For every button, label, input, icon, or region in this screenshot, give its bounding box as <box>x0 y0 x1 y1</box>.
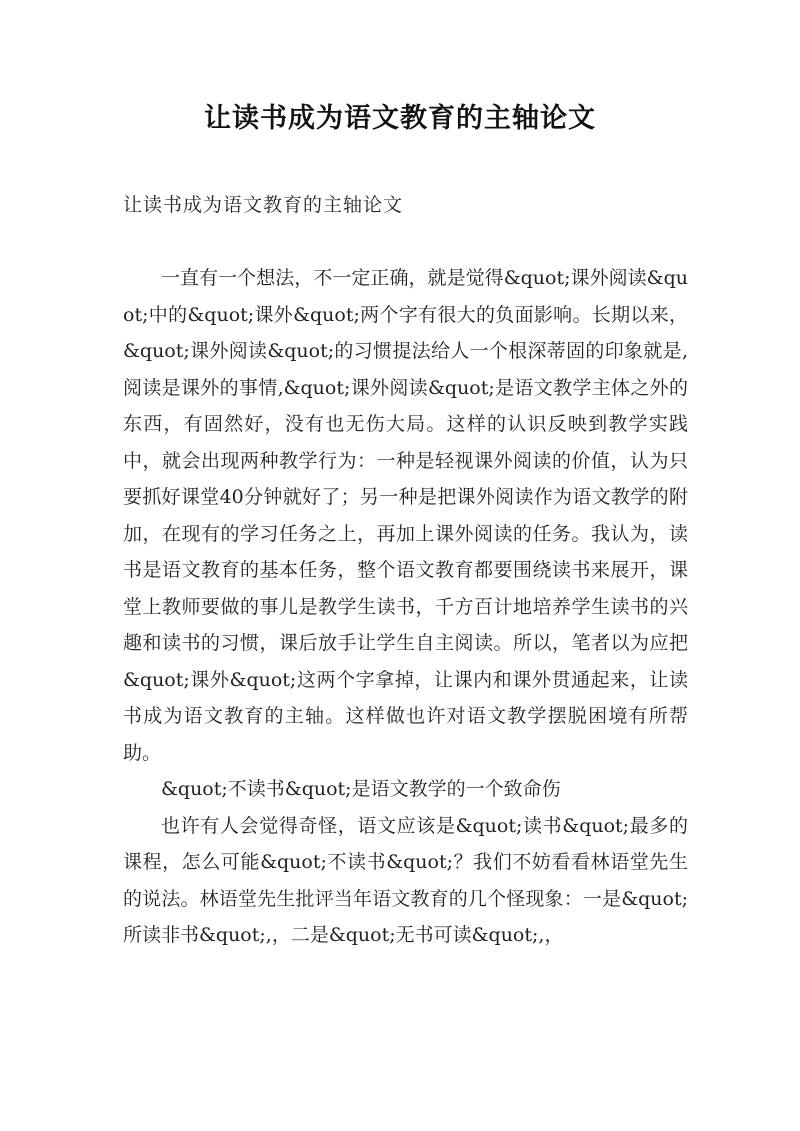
section-heading: &quot;不读书&quot;是语文教学的一个致命伤 <box>161 778 561 800</box>
body-paragraph-1: 一直有一个想法，不一定正确，就是觉得&quot;课外阅读&quot;中的&quot;课外&quot;两个字有很大的负面影响。长期以来，&quot;课外阅读&quot;的习惯提法给人一个根深蒂固的印象就是,阅读是课外的事情,&quot;课外阅读&quot;是语文教学主体之外的东西，有固然好，没有也无伤大局。这样的认识反映到教学实践中，就会出现两种教学行为：一种是轻视课外阅读的价值，认为只要抓好课堂40分钟就好了；另一种是把课外阅读作为语文教学的附加，在现有的学习任务之上，再加上课外阅读的任务。我认为，读书是语文教育的基本任务，整个语文教育都要围绕读书来展开，课堂上教师要做的事儿是教学生读书，千方百计地培养学生读书的兴趣和读书的习惯，课后放手让学生自主阅读。所以，笔者以为应把&quot;课外&quot;这两个字拿掉，让课内和课外贯通起来，让读书成为语文教育的主轴。这样做也许对语文教学摆脱困境有所帮助。 <box>123 267 688 764</box>
document-title: 让读书成为语文教育的主轴论文 <box>204 103 596 134</box>
document-body <box>123 260 688 954</box>
body-paragraph-2: 也许有人会觉得奇怪，语文应该是&quot;读书&quot;最多的课程，怎么可能&quot;不读书&quot;？我们不妨看看林语堂先生的说法。林语堂先生批评当年语文教育的几个怪现象：一是&quot;所读非书&quot;,，二是&quot;无书可读&quot;,， <box>123 814 688 946</box>
document-subtitle: 让读书成为语文教育的主轴论文 <box>123 194 404 216</box>
